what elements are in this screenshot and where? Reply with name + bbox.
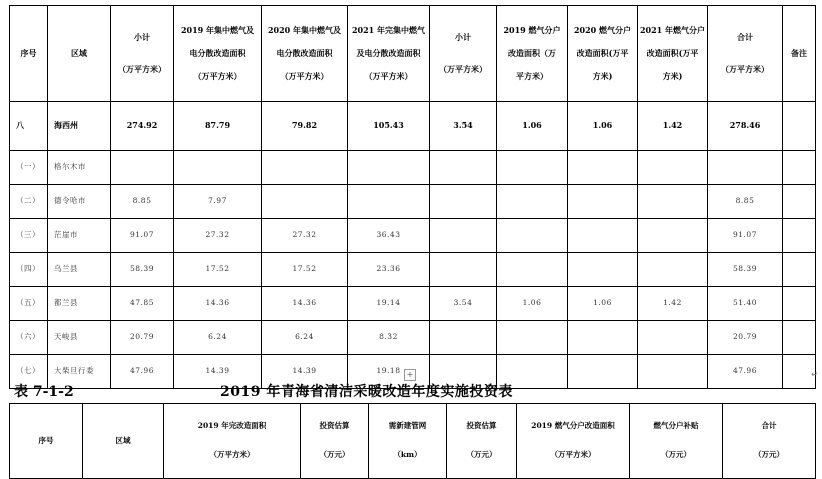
table-cell: 14.36 <box>262 287 348 321</box>
header-line: （万元） <box>466 450 497 459</box>
table-cell: 58.39 <box>111 253 174 287</box>
table2-header-cell <box>517 404 630 479</box>
header-line: 合计 <box>761 421 777 431</box>
table-cell <box>783 253 816 287</box>
header-line: 需新建管网 <box>388 421 427 431</box>
table1-header-cell <box>174 6 262 102</box>
table-cell: 都兰县 <box>48 287 111 321</box>
table1-summary-cell: 3.54 <box>430 102 497 151</box>
table-cell: 91.07 <box>708 219 783 253</box>
table-cell: 17.52 <box>174 253 262 287</box>
table-cell <box>174 151 262 185</box>
table-cell <box>430 185 497 219</box>
table1-header-cell <box>708 6 783 102</box>
table-cell: 47.96 <box>708 355 783 389</box>
table-row <box>10 151 816 185</box>
table1-summary-cell: 87.79 <box>174 102 262 151</box>
table-cell <box>497 321 568 355</box>
header-line: 及电分散改造面积 <box>356 47 421 58</box>
table-cell <box>783 185 816 219</box>
table-cell: 36.43 <box>348 219 430 253</box>
table-cell: 乌兰县 <box>48 253 111 287</box>
header-line: 改造面积(万平 <box>646 47 699 58</box>
table-cell <box>497 219 568 253</box>
table1-summary-cell: 1.06 <box>568 102 638 151</box>
table-cell: 14.36 <box>174 287 262 321</box>
header-line: （万平方米） <box>439 63 487 74</box>
table-cell: （五） <box>10 287 48 321</box>
table-cell: 20.79 <box>708 321 783 355</box>
table1-summary-cell: 105.43 <box>348 102 430 151</box>
header-line: （万元） <box>319 450 350 459</box>
table-cell: 8.85 <box>111 185 174 219</box>
table-cell <box>568 185 638 219</box>
table-cell: 27.32 <box>174 219 262 253</box>
table-cell: 58.39 <box>708 253 783 287</box>
table-cell <box>783 321 816 355</box>
header-line: 改造面积（万 <box>508 47 556 58</box>
table-cell <box>783 151 816 185</box>
header-line: （万元） <box>661 450 691 459</box>
table-cell: 23.36 <box>348 253 430 287</box>
table-cell <box>568 219 638 253</box>
table2-header-cell <box>83 404 164 479</box>
header-line: 2019 年完改造面积 <box>197 421 267 431</box>
table-cell: 14.39 <box>262 355 348 389</box>
table-cell: 17.52 <box>262 253 348 287</box>
table1-summary-cell: 278.46 <box>708 102 783 151</box>
table1-summary-cell: 79.82 <box>262 102 348 151</box>
table-cell: 大柴旦行委 <box>48 355 111 389</box>
header-line: 2020 燃气分户 <box>573 24 632 35</box>
table1-header-cell <box>568 6 638 102</box>
heating-area-table <box>9 5 816 389</box>
table-cell <box>497 185 568 219</box>
table-cell: 3.54 <box>430 287 497 321</box>
header-line: 投资估算 <box>319 421 350 431</box>
header-line: 合计 <box>737 32 753 43</box>
table-cell: 19.18 <box>348 355 430 389</box>
table2-header-cell <box>447 404 517 479</box>
table-cell <box>568 151 638 185</box>
header-line: 区域 <box>71 47 87 58</box>
header-line: 2019 年集中燃气及 <box>180 24 255 35</box>
table2-header-cell <box>630 404 723 479</box>
table1-header-cell <box>497 6 568 102</box>
header-line: 区域 <box>115 435 131 445</box>
table1-header-cell <box>430 6 497 102</box>
table-cell <box>430 151 497 185</box>
table-cell: 19.14 <box>348 287 430 321</box>
header-line: 平方米） <box>516 71 548 82</box>
header-line: 电分散改造面积 <box>189 47 246 58</box>
table1-header-cell <box>783 6 816 102</box>
table-cell <box>708 151 783 185</box>
table-cell: 8.85 <box>708 185 783 219</box>
table-cell: 1.06 <box>497 287 568 321</box>
table-cell: 51.40 <box>708 287 783 321</box>
table-cell <box>783 287 816 321</box>
table-cell <box>111 151 174 185</box>
header-line: 方米) <box>662 71 683 82</box>
header-line: （万平方米） <box>721 63 769 74</box>
header-line: 燃气分户补贴 <box>653 421 699 431</box>
table-cell: 8.32 <box>348 321 430 355</box>
header-line: 投资估算 <box>466 421 497 431</box>
header-line: （万平方米） <box>118 63 166 74</box>
table-cell <box>638 185 708 219</box>
table1-summary-cell: 1.06 <box>497 102 568 151</box>
header-line: 小计 <box>134 32 150 43</box>
table-row <box>10 253 816 287</box>
table1-summary-cell: 海西州 <box>48 102 111 151</box>
table2-header-row <box>10 404 816 479</box>
header-line: （万元） <box>754 450 784 459</box>
header-line: （万平方米） <box>193 71 242 82</box>
investment-table <box>9 403 816 479</box>
table-cell <box>568 321 638 355</box>
table2-header-cell <box>369 404 447 479</box>
table-cell: 天峻县 <box>48 321 111 355</box>
header-line: 序号 <box>20 47 37 58</box>
table-cell: （六） <box>10 321 48 355</box>
table-cell <box>638 253 708 287</box>
header-line: 电分散改造面积 <box>276 47 333 58</box>
table1-summary-cell: 八 <box>10 102 48 151</box>
table-row <box>10 185 816 219</box>
table1-summary-cell: 274.92 <box>111 102 174 151</box>
table-row <box>10 219 816 253</box>
table1-header-cell <box>638 6 708 102</box>
table-cell: 6.24 <box>174 321 262 355</box>
table2-header-cell <box>723 404 816 479</box>
table-cell: 1.42 <box>638 287 708 321</box>
table-cell <box>430 219 497 253</box>
table-cell <box>568 253 638 287</box>
table1-header-cell <box>262 6 348 102</box>
header-line: （万平方米） <box>209 450 255 459</box>
table-cell <box>262 185 348 219</box>
table-cell: 27.32 <box>262 219 348 253</box>
table1-header-cell <box>111 6 174 102</box>
header-line: 2021 年完集中燃气 <box>351 24 426 35</box>
header-line: 2021 年燃气分户 <box>639 24 706 35</box>
table-cell: 47.85 <box>111 287 174 321</box>
table1-header-cell <box>48 6 111 102</box>
header-line: （万平方米） <box>550 450 596 459</box>
table-cell: 20.79 <box>111 321 174 355</box>
table-cell <box>497 253 568 287</box>
table-cell: （二） <box>10 185 48 219</box>
paragraph-mark-icon: ↵ <box>811 370 818 379</box>
table-cell: 1.06 <box>568 287 638 321</box>
table-cell <box>497 151 568 185</box>
table-cell <box>262 151 348 185</box>
table-cell <box>348 185 430 219</box>
header-line: 改造面积(万平 <box>576 47 629 58</box>
table1-summary-cell <box>783 102 816 151</box>
table-cell <box>638 151 708 185</box>
header-line: 方米) <box>592 71 613 82</box>
table-cell <box>638 219 708 253</box>
table1-summary-cell: 1.42 <box>638 102 708 151</box>
table-cell <box>638 321 708 355</box>
table1-header-cell <box>348 6 430 102</box>
table1-summary-row <box>10 102 816 151</box>
table-cell <box>348 151 430 185</box>
table-row <box>10 321 816 355</box>
table1-header-row <box>10 6 816 102</box>
header-line: 小计 <box>455 32 471 43</box>
table-cell: 7.97 <box>174 185 262 219</box>
header-line: 序号 <box>38 435 54 445</box>
table-cell <box>430 253 497 287</box>
table-row <box>10 287 816 321</box>
header-line: （万平方米） <box>364 71 413 82</box>
header-line: 备注 <box>791 47 807 58</box>
table2-header-cell <box>164 404 301 479</box>
header-line: （km） <box>393 450 422 459</box>
table-cell: （一） <box>10 151 48 185</box>
table-cell: 6.24 <box>262 321 348 355</box>
table2-title: 2019 年青海省清洁采暖改造年度实施投资表 <box>220 384 513 400</box>
header-line: 2019 燃气分户改造面积 <box>531 421 615 431</box>
table-cell: 14.39 <box>174 355 262 389</box>
header-line: 2019 燃气分户 <box>503 24 561 35</box>
table2-header-cell <box>301 404 369 479</box>
table-cell: 德令哈市 <box>48 185 111 219</box>
table-cell: 格尔木市 <box>48 151 111 185</box>
table-cell: （三） <box>10 219 48 253</box>
table-cell <box>783 219 816 253</box>
header-line: 2020 年集中燃气及 <box>267 24 342 35</box>
insert-row-handle[interactable]: + <box>404 369 416 381</box>
table1-header-cell <box>10 6 48 102</box>
table2-label: 表 7-1-2 <box>14 384 74 400</box>
table-cell <box>430 321 497 355</box>
table-cell: 91.07 <box>111 219 174 253</box>
table-cell: 47.96 <box>111 355 174 389</box>
header-line: （万平方米） <box>280 71 329 82</box>
table-cell: （七） <box>10 355 48 389</box>
table-cell: 茫崖市 <box>48 219 111 253</box>
table2-header-cell <box>10 404 83 479</box>
table-cell: （四） <box>10 253 48 287</box>
